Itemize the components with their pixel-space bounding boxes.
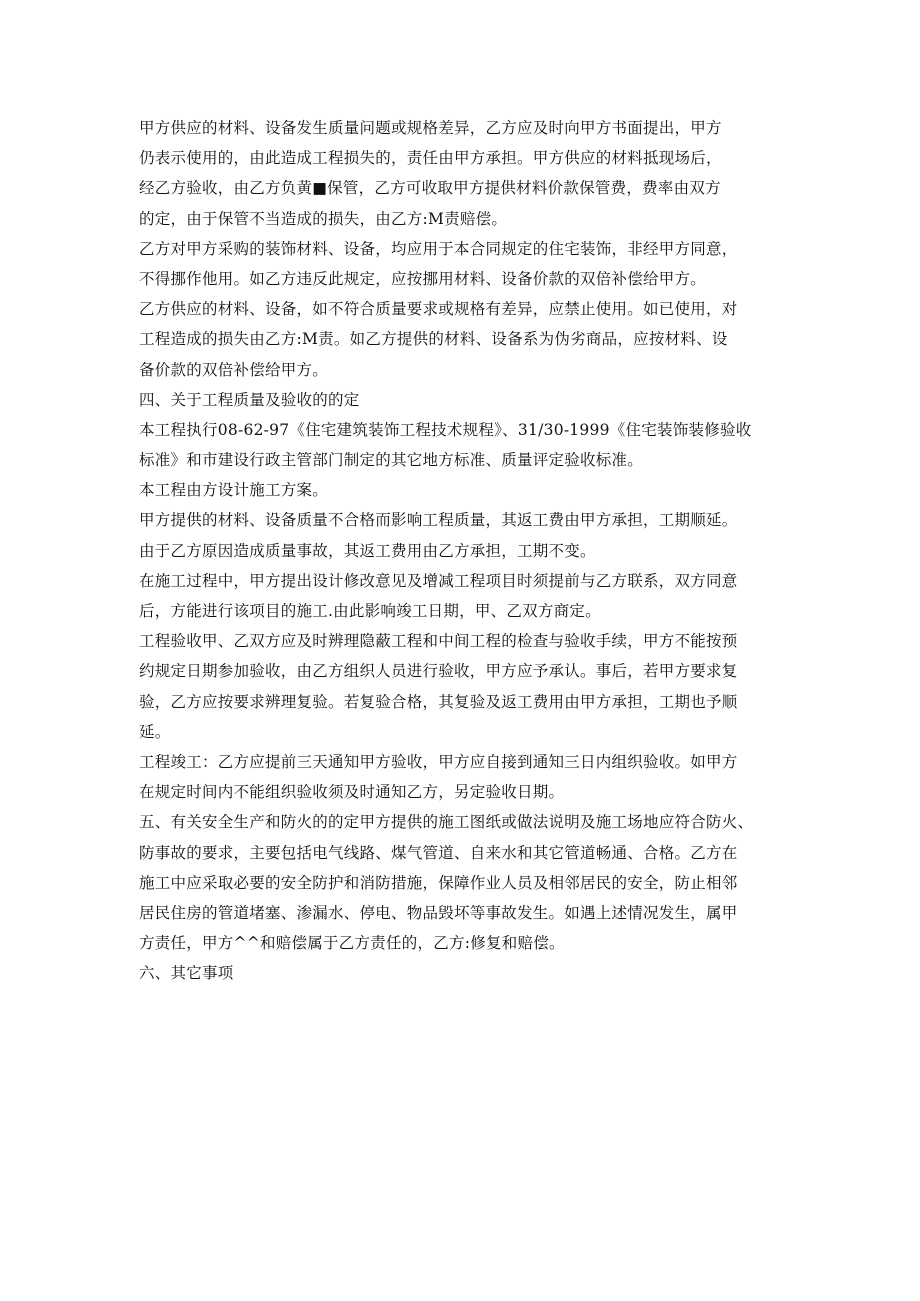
text-line: 验，乙方应按要求辨理复验。若复验合格，其复验及返工费用由甲方承担，工期也予顺 bbox=[139, 692, 738, 711]
section-heading: 四、关于工程质量及验收的的定 bbox=[139, 390, 360, 409]
section-heading: 六、其它事项 bbox=[139, 964, 234, 983]
text-line: 施工中应采取必要的安全防护和消防措施，保障作业人员及相邻居民的安全，防止相邻 bbox=[139, 873, 738, 892]
text-line: 本工程执行08-62-97《住宅建筑装饰工程技术规程》、31/30-1999《住宅装饰装修验收 bbox=[139, 420, 752, 439]
text-line: 仍表示使用的，由此造成工程损失的，责任由甲方承担。甲方供应的材料抵现场后， bbox=[139, 149, 722, 168]
text-line: 本工程由方设计施工方案。 bbox=[139, 481, 329, 500]
text-line: 约规定日期参加验收，由乙方组织人员进行验收，甲方应予承认。事后，若甲方要求复 bbox=[139, 662, 738, 681]
text-line: 工程验收甲、乙双方应及时辨理隐蔽工程和中间工程的检查与验收手续，甲方不能按预 bbox=[139, 632, 738, 651]
text-line: 乙方对甲方采购的装饰材料、设备，均应用于本合同规定的住宅装饰，非经甲方同意， bbox=[139, 239, 738, 258]
text-line: 标准》和市建设行政主管部门制定的其它地方标准、质量评定验收标准。 bbox=[139, 451, 644, 470]
text-line: 在施工过程中，甲方提出设计修改意见及增减工程项目时须提前与乙方联系，双方同意 bbox=[139, 571, 738, 590]
text-line: 乙方供应的材料、设备，如不符合质量要求或规格有差异，应禁止使用。如已使用，对 bbox=[139, 300, 738, 319]
text-line: 在规定时间内不能组织验收须及时通知乙方，另定验收日期。 bbox=[139, 783, 565, 802]
text-line: 由于乙方原因造成质量事故，其返工费用由乙方承担，工期不变。 bbox=[139, 541, 596, 560]
text-line: 备价款的双倍补偿给甲方。 bbox=[139, 360, 329, 379]
text-line: 工程造成的损失由乙方:M责。如乙方提供的材料、设备系为伪劣商品，应按材料、设 bbox=[139, 330, 728, 349]
text-line: 甲方供应的材料、设备发生质量问题或规格差异，乙方应及时向甲方书面提出，甲方 bbox=[139, 119, 722, 137]
text-line: 延。 bbox=[139, 722, 171, 741]
text-line: 经乙方验收，由乙方负黄■保管，乙方可收取甲方提供材料价款保管费，费率由双方 bbox=[139, 179, 721, 198]
document-body bbox=[139, 113, 799, 988]
text-line: 工程竣工：乙方应提前三天通知甲方验收，甲方应自接到通知三日内组织验收。如甲方 bbox=[139, 752, 738, 771]
text-line: 甲方提供的材料、设备质量不合格而影响工程质量，其返工费由甲方承担，工期顺延。 bbox=[139, 511, 738, 530]
text-line: 方责任，甲方^^和赔偿属于乙方责任的，乙方:修复和赔偿。 bbox=[139, 934, 565, 953]
text-line: 后，方能进行该项目的施工.由此影响竣工日期，甲、乙双方商定。 bbox=[139, 602, 601, 620]
text-line: 的定，由于保管不当造成的损失，由乙方:M责赔偿。 bbox=[139, 209, 508, 228]
text-line: 不得挪作他用。如乙方违反此规定，应按挪用材料、设备价款的双倍补偿给甲方。 bbox=[139, 269, 707, 288]
section-heading: 五、有关安全生产和防火的的定甲方提供的施工图纸或做法说明及施工场地应符合防火、 bbox=[139, 813, 754, 832]
text-line: 防事故的要求，主要包括电气线路、煤气管道、自来水和其它管道畅通、合格。乙方在 bbox=[139, 843, 738, 862]
text-line: 居民住房的管道堵塞、渗漏水、停电、物品毁坏等事故发生。如遇上述情况发生，属甲 bbox=[139, 903, 738, 922]
